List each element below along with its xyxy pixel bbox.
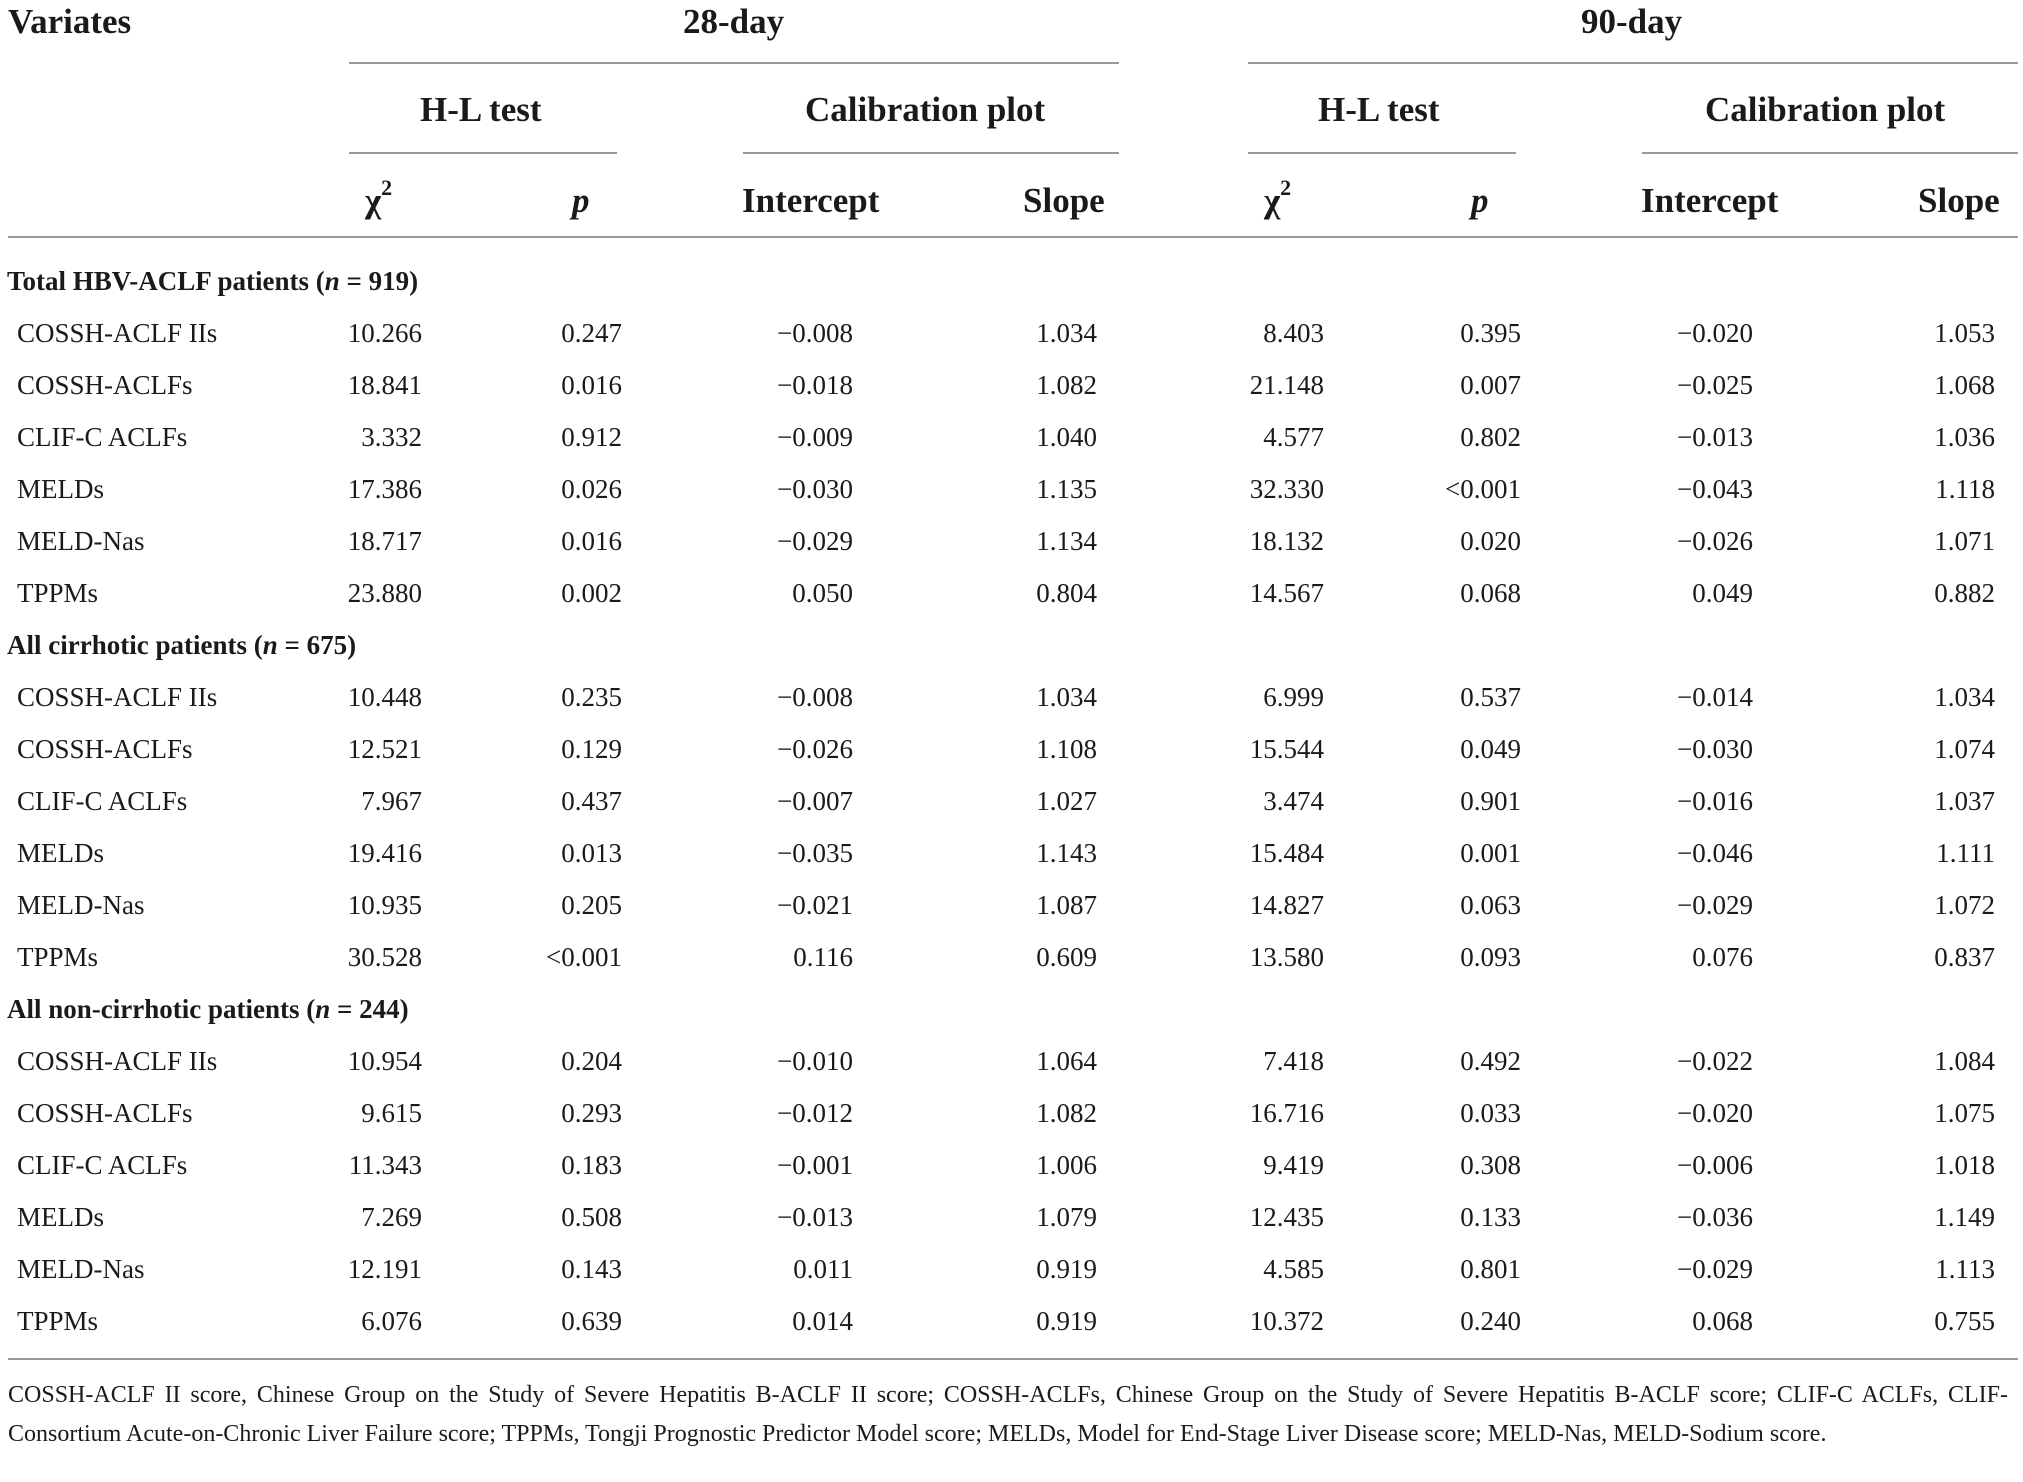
row-label: CLIF-C ACLFs (17, 786, 188, 816)
table-cell-s90: 1.037 (1934, 786, 1995, 816)
table-cell-p28: 0.002 (561, 578, 622, 608)
table-cell-c28: 9.615 (361, 1098, 422, 1128)
table-cell-i28: −0.029 (777, 526, 853, 556)
table-cell-c28: 18.717 (347, 526, 422, 556)
table-cell-p28: 0.204 (561, 1046, 622, 1076)
table-cell-i90: −0.025 (1677, 370, 1753, 400)
row-label: COSSH-ACLF IIs (17, 1046, 218, 1076)
header-hl-test-90: H-L test (1318, 90, 1440, 129)
table-cell-c28: 30.528 (347, 942, 422, 972)
table-cell-i90: −0.029 (1677, 1254, 1753, 1284)
table-cell-p90: 0.068 (1460, 578, 1521, 608)
table-cell-i90: −0.016 (1677, 786, 1753, 816)
table-cell-p90: 0.395 (1460, 318, 1521, 348)
table-cell-i90: −0.030 (1677, 734, 1753, 764)
table-cell-s90: 1.149 (1934, 1202, 1995, 1232)
table-cell-s28: 1.040 (1036, 422, 1097, 452)
section-header: All cirrhotic patients (n = 675) (7, 630, 357, 660)
table-cell-p28: 0.437 (561, 786, 622, 816)
table-cell-p28: <0.001 (546, 942, 622, 972)
table-cell-i28: −0.008 (777, 682, 853, 712)
rule-hl-90 (1248, 152, 1516, 154)
table-cell-p28: 0.129 (561, 734, 622, 764)
table-cell-c90: 12.435 (1249, 1202, 1324, 1232)
table-cell-i90: −0.036 (1677, 1202, 1753, 1232)
table-cell-p90: 0.020 (1460, 526, 1521, 556)
table-cell-c28: 7.967 (361, 786, 422, 816)
table-cell-s28: 1.087 (1036, 890, 1097, 920)
table-cell-s28: 1.082 (1036, 370, 1097, 400)
table-cell-p28: 0.183 (561, 1150, 622, 1180)
table-cell-i28: −0.030 (777, 474, 853, 504)
table-cell-i28: −0.035 (777, 838, 853, 868)
table-cell-s90: 1.075 (1934, 1098, 1995, 1128)
table-cell-i90: −0.020 (1677, 318, 1753, 348)
table-cell-s90: 1.053 (1934, 318, 1995, 348)
table-cell-i28: −0.001 (777, 1150, 853, 1180)
table-cell-p90: 0.007 (1460, 370, 1521, 400)
header-variates: Variates (8, 2, 132, 41)
table-cell-i28: 0.014 (792, 1306, 853, 1336)
table-cell-s90: 0.882 (1934, 578, 1995, 608)
header-bottom-rule (8, 236, 2018, 238)
table-cell-i28: −0.018 (777, 370, 853, 400)
table-cell-i90: 0.068 (1692, 1306, 1753, 1336)
table-cell-p28: 0.639 (561, 1306, 622, 1336)
table-cell-i28: −0.010 (777, 1046, 853, 1076)
rule-28-day (349, 62, 1119, 64)
row-label: CLIF-C ACLFs (17, 1150, 188, 1180)
table-cell-p90: 0.063 (1460, 890, 1521, 920)
table-cell-i90: −0.006 (1677, 1150, 1753, 1180)
table-cell-s28: 0.804 (1036, 578, 1097, 608)
table-cell-s90: 1.068 (1934, 370, 1995, 400)
table-cell-s28: 1.108 (1036, 734, 1097, 764)
table-cell-s28: 1.064 (1036, 1046, 1097, 1076)
header-28-day: 28-day (683, 2, 785, 41)
header-p-90: p (1471, 181, 1489, 220)
table-cell-p90: 0.308 (1460, 1150, 1521, 1180)
table-cell-i28: −0.008 (777, 318, 853, 348)
table-cell-c90: 10.372 (1249, 1306, 1324, 1336)
table-cell-c90: 13.580 (1249, 942, 1324, 972)
table-cell-i90: −0.022 (1677, 1046, 1753, 1076)
table-cell-s90: 1.071 (1934, 526, 1995, 556)
header-hl-test-28: H-L test (420, 90, 542, 129)
row-label: TPPMs (17, 1306, 99, 1336)
table-cell-p90: 0.240 (1460, 1306, 1521, 1336)
header-intercept-90: Intercept (1641, 181, 1779, 220)
table-cell-s28: 0.919 (1036, 1306, 1097, 1336)
table-cell-s90: 1.034 (1934, 682, 1995, 712)
table-cell-i90: −0.026 (1677, 526, 1753, 556)
row-label: MELDs (17, 838, 104, 868)
row-label: CLIF-C ACLFs (17, 422, 188, 452)
row-label: COSSH-ACLFs (17, 370, 193, 400)
table-cell-p90: 0.093 (1460, 942, 1521, 972)
table-cell-i28: −0.012 (777, 1098, 853, 1128)
table-cell-s28: 1.079 (1036, 1202, 1097, 1232)
header-p-28: p (572, 181, 590, 220)
table-footnote: COSSH-ACLF II score, Chinese Group on the Study of Severe Hepatitis B-ACLF II score; COSSH-ACLFs, Chinese Group on the Study of Severe Hepatitis B-ACLF score; CLIF-C ACLFs, CLIF-Consortium Acute-on-Chronic Liver Failure score; TPPMs, Tongji Prognostic Predictor Model score; MELDs, Model for End-Stage Liver Disease score; MELD-Nas, MELD-Sodium score. (8, 1382, 2008, 1447)
table-cell-p90: 0.537 (1460, 682, 1521, 712)
table-cell-c90: 4.577 (1263, 422, 1324, 452)
row-label: COSSH-ACLF IIs (17, 318, 218, 348)
header-calibration-28: Calibration plot (805, 90, 1046, 129)
table-cell-i28: 0.011 (793, 1254, 853, 1284)
table-cell-s90: 1.018 (1934, 1150, 1995, 1180)
table-cell-s90: 1.074 (1934, 734, 1995, 764)
table-cell-s28: 1.027 (1036, 786, 1097, 816)
table-cell-s90: 1.084 (1934, 1046, 1995, 1076)
table-cell-p90: 0.802 (1460, 422, 1521, 452)
table-cell-i90: −0.029 (1677, 890, 1753, 920)
rule-cal-90 (1642, 152, 2018, 154)
row-label: MELDs (17, 1202, 104, 1232)
table-cell-p90: 0.801 (1460, 1254, 1521, 1284)
table-cell-c28: 18.841 (347, 370, 422, 400)
table-cell-p90: <0.001 (1445, 474, 1521, 504)
table-cell-i28: 0.050 (792, 578, 853, 608)
table-cell-s28: 1.034 (1036, 682, 1097, 712)
table-cell-i28: −0.026 (777, 734, 853, 764)
table-cell-p28: 0.247 (561, 318, 622, 348)
rule-90-day (1248, 62, 2018, 64)
table-cell-c90: 18.132 (1249, 526, 1324, 556)
row-label: COSSH-ACLFs (17, 1098, 193, 1128)
table-cell-c28: 11.343 (348, 1150, 422, 1180)
header-90-day: 90-day (1581, 2, 1683, 41)
table-cell-i28: −0.007 (777, 786, 853, 816)
table-cell-s28: 1.143 (1036, 838, 1097, 868)
table-bottom-rule (8, 1358, 2018, 1360)
table-cell-p28: 0.143 (561, 1254, 622, 1284)
header-intercept-28: Intercept (742, 181, 880, 220)
table-cell-c90: 14.567 (1249, 578, 1324, 608)
table-cell-s90: 1.111 (1936, 838, 1995, 868)
table-cell-s28: 1.034 (1036, 318, 1097, 348)
table-cell-p28: 0.205 (561, 890, 622, 920)
table-cell-s90: 1.118 (1935, 474, 1995, 504)
table-cell-s90: 0.755 (1934, 1306, 1995, 1336)
rule-cal-28 (743, 152, 1119, 154)
table-cell-i28: −0.009 (777, 422, 853, 452)
header-slope-28: Slope (1023, 181, 1105, 220)
table-cell-i90: −0.043 (1677, 474, 1753, 504)
table-cell-c28: 7.269 (361, 1202, 422, 1232)
table-cell-c90: 15.484 (1249, 838, 1324, 868)
table-cell-c90: 16.716 (1249, 1098, 1324, 1128)
table-cell-p28: 0.912 (561, 422, 622, 452)
table-cell-c90: 8.403 (1263, 318, 1324, 348)
table-cell-i90: −0.013 (1677, 422, 1753, 452)
table-cell-i90: −0.020 (1677, 1098, 1753, 1128)
table-cell-c28: 19.416 (347, 838, 422, 868)
table-cell-s28: 1.082 (1036, 1098, 1097, 1128)
row-label: COSSH-ACLF IIs (17, 682, 218, 712)
table-cell-c90: 7.418 (1263, 1046, 1324, 1076)
table-cell-c90: 4.585 (1263, 1254, 1324, 1284)
table-cell-s28: 0.609 (1036, 942, 1097, 972)
table-cell-c28: 10.266 (347, 318, 422, 348)
row-label: MELD-Nas (17, 890, 145, 920)
table-cell-c90: 32.330 (1249, 474, 1324, 504)
table-cell-s28: 1.135 (1036, 474, 1097, 504)
table-cell-c90: 3.474 (1263, 786, 1324, 816)
header-calibration-90: Calibration plot (1705, 90, 1946, 129)
table-cell-p28: 0.016 (561, 370, 622, 400)
table-cell-s28: 1.134 (1036, 526, 1097, 556)
table-cell-i28: 0.116 (793, 942, 853, 972)
table-cell-p90: 0.049 (1460, 734, 1521, 764)
table-cell-p28: 0.026 (561, 474, 622, 504)
table-cell-p90: 0.133 (1460, 1202, 1521, 1232)
table-cell-c28: 17.386 (347, 474, 422, 504)
table-cell-i90: −0.046 (1677, 838, 1753, 868)
header-slope-90: Slope (1918, 181, 2000, 220)
table-cell-c28: 10.954 (347, 1046, 422, 1076)
row-label: MELD-Nas (17, 1254, 145, 1284)
table-cell-p90: 0.492 (1460, 1046, 1521, 1076)
table-cell-c90: 21.148 (1249, 370, 1324, 400)
table-cell-c28: 23.880 (347, 578, 422, 608)
section-header: All non-cirrhotic patients (n = 244) (7, 994, 409, 1024)
rule-hl-28 (349, 152, 617, 154)
table-cell-i28: −0.013 (777, 1202, 853, 1232)
table-cell-i90: 0.049 (1692, 578, 1753, 608)
table-cell-s90: 1.072 (1934, 890, 1995, 920)
row-label: MELD-Nas (17, 526, 145, 556)
table-cell-s28: 1.006 (1036, 1150, 1097, 1180)
row-label: MELDs (17, 474, 104, 504)
table-cell-p28: 0.013 (561, 838, 622, 868)
table-cell-i90: −0.014 (1677, 682, 1753, 712)
row-label: TPPMs (17, 942, 99, 972)
table-cell-p90: 0.001 (1460, 838, 1521, 868)
section-header: Total HBV-ACLF patients (n = 919) (7, 266, 419, 296)
table-cell-c28: 12.521 (347, 734, 422, 764)
table-cell-c28: 10.935 (347, 890, 422, 920)
table-cell-s28: 0.919 (1036, 1254, 1097, 1284)
table-cell-c28: 3.332 (361, 422, 422, 452)
table-cell-i90: 0.076 (1692, 942, 1753, 972)
row-label: COSSH-ACLFs (17, 734, 193, 764)
table-cell-s90: 1.113 (1935, 1254, 1995, 1284)
table-cell-s90: 1.036 (1934, 422, 1995, 452)
table-cell-i28: −0.021 (777, 890, 853, 920)
table-cell-s90: 0.837 (1934, 942, 1995, 972)
table-cell-p28: 0.016 (561, 526, 622, 556)
row-label: TPPMs (17, 578, 99, 608)
table-cell-c28: 12.191 (347, 1254, 422, 1284)
table-cell-p28: 0.508 (561, 1202, 622, 1232)
header-chi2-90: $\chi^2$ (1264, 175, 1292, 220)
table-cell-c90: 15.544 (1249, 734, 1324, 764)
table-cell-c28: 6.076 (361, 1306, 422, 1336)
table-cell-c90: 6.999 (1263, 682, 1324, 712)
table-cell-p28: 0.293 (561, 1098, 622, 1128)
table-cell-c90: 9.419 (1263, 1150, 1324, 1180)
table-cell-p90: 0.901 (1460, 786, 1521, 816)
header-chi2-28: $\chi^2$ (365, 175, 393, 220)
table-cell-p90: 0.033 (1460, 1098, 1521, 1128)
table-cell-c28: 10.448 (347, 682, 422, 712)
table-cell-p28: 0.235 (561, 682, 622, 712)
table-cell-c90: 14.827 (1249, 890, 1324, 920)
